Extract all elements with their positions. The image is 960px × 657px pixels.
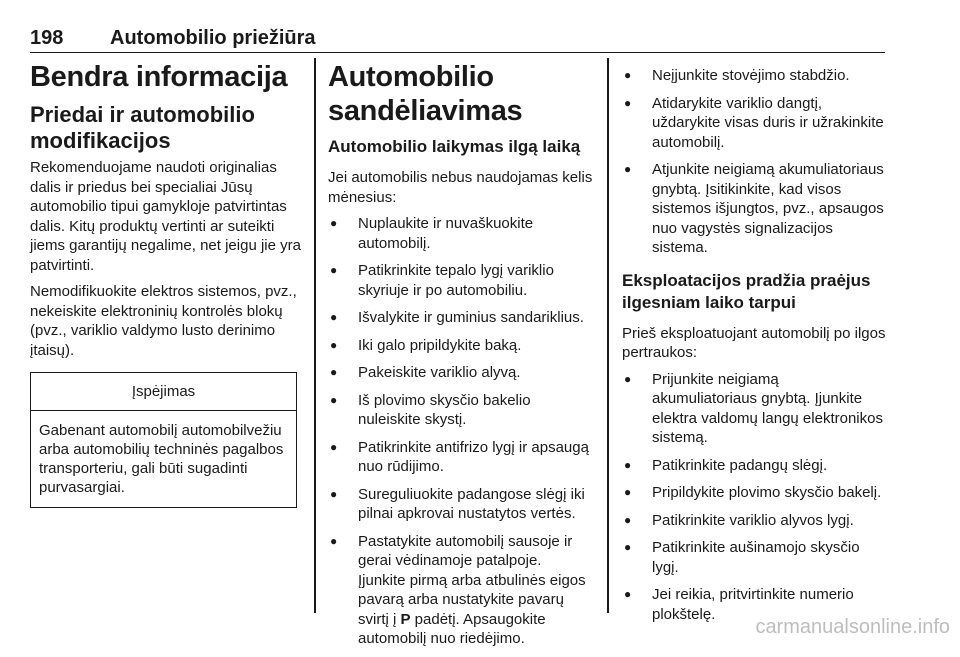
list-item-text: padėtį. Apsaugokite automobilį nuo riedėjimo. [358, 610, 546, 647]
column-general-info [30, 60, 302, 508]
column-divider-left [314, 58, 316, 613]
heading-accessories: Priedai ir automobilio modifikacijos [30, 102, 255, 153]
list-item: ● Patikrinkite tepalo lygį variklio skyriuje ir po automobiliu. [328, 261, 593, 300]
warning-body: Gabenant automobilį automobilvežiu arba automobilių techninės pagalbos transporteriu, gali būti sugadinti purvasargiai. [39, 422, 284, 496]
list-item: ● Sureguliuokite padangose slėgį iki pilnai apkrovai nustatytos vertės. [328, 485, 593, 524]
list-item: ● Iš plovimo skysčio bakelio nuleiskite skystį. [328, 391, 593, 430]
list-item-text: Pastatykite automobilį sausoje ir gerai vėdinamoje patalpoje. Įjunkite pirmą arba atbulinės eigos pavarą arba nustatykite pavarų svirtį į [358, 532, 586, 628]
page-header [30, 24, 885, 53]
column-restart [622, 66, 887, 632]
watermark: carmanualsonline.info [755, 616, 950, 638]
list-item: ● Nuplaukite ir nuvaškuokite automobilį. [328, 214, 593, 253]
paragraph-storage-intro: Jei automobilis nebus naudojamas kelis mėnesius: [328, 169, 593, 206]
list-item: ● Patikrinkite padangų slėgį. [622, 456, 887, 476]
list-item: ● Jei reikia, pritvirtinkite numerio plokštelę. [622, 585, 887, 624]
storage-list [328, 214, 593, 649]
list-item: ● Patikrinkite variklio alyvos lygį. [622, 511, 887, 531]
storage-list-continued [622, 66, 887, 258]
section-title: Automobilio priežiūra [110, 27, 316, 49]
list-item: ● Prijunkite neigiamą akumuliatoriaus gnybtą. Įjunkite elektra valdomų langų elektronikos sistemą. [622, 370, 887, 448]
warning-box [30, 372, 297, 508]
list-item: ● Atidarykite variklio dangtį, uždarykite visas duris ir užrakinkite automobilį. [622, 94, 887, 153]
list-item: ● Pakeiskite variklio alyvą. [328, 363, 593, 383]
list-item: ● Neįjunkite stovėjimo stabdžio. [622, 66, 887, 86]
list-item: ● Išvalykite ir guminius sandariklius. [328, 308, 593, 328]
paragraph-electrical: Nemodifikuokite elektros sistemos, pvz., nekeiskite elektroninių kontrolės blokų (pvz., variklio valdymo lusto derinimo įtaisų). [30, 283, 297, 359]
paragraph-restart-intro: Prieš eksploatuojant automobilį po ilgos pertraukos: [622, 324, 886, 361]
page-number: 198 [30, 27, 64, 49]
list-item [328, 532, 593, 649]
list-item: ● Atjunkite neigiamą akumuliatoriaus gnybtą. Įsitikinkite, kad visos sistemos išjungtos, pvz., apsaugos nuo vagystės signalizacijos sistema. [622, 160, 887, 258]
warning-title: Įspėjimas [31, 373, 296, 411]
restart-list [622, 370, 887, 625]
list-item: ● Patikrinkite aušinamojo skysčio lygį. [622, 538, 887, 577]
gear-position-p: P [400, 610, 411, 628]
list-item: ● Patikrinkite antifrizo lygį ir apsaugą nuo rūdijimo. [328, 438, 593, 477]
heading-long-storage: Automobilio laikymas ilgą laiką [328, 137, 581, 156]
list-item: ● Iki galo pripildykite baką. [328, 336, 593, 356]
heading-general-info: Bendra informacija [30, 61, 288, 93]
column-divider-right [607, 58, 609, 613]
paragraph-accessories: Rekomenduojame naudoti originalias dalis ir priedus bei specialiai Jūsų automobilio tipui gamykloje patvirtintas dalis. Kitų produktų vertinti ar suteikti jiems garantijų negalime, net jeigu jie yra patvirtinti. [30, 159, 301, 274]
column-storage [328, 60, 593, 657]
heading-restart: Eksploatacijos pradžia praėjus ilgesniam laiko tarpui [622, 270, 871, 312]
heading-storage: Automobilio sandėliavimas [328, 61, 523, 127]
list-item: ● Pripildykite plovimo skysčio bakelį. [622, 483, 887, 503]
